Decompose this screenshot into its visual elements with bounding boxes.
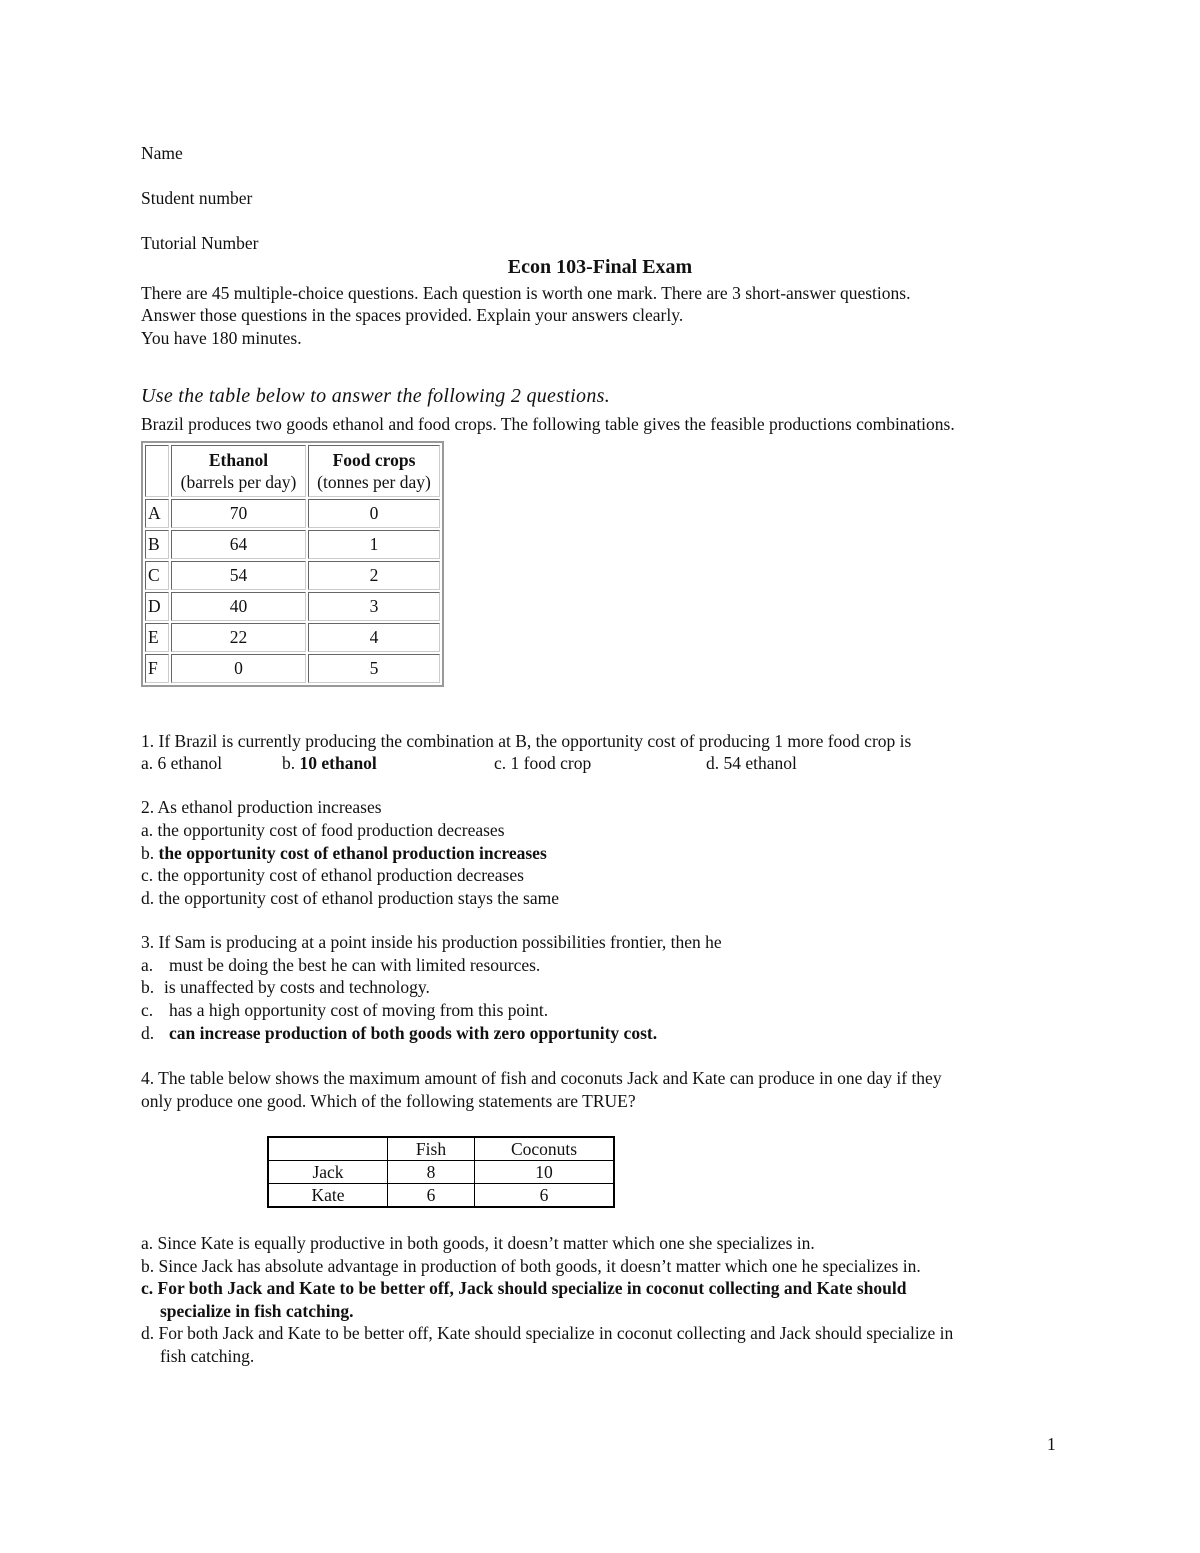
q2-option-c: c. the opportunity cost of ethanol production decreases <box>141 865 524 885</box>
coconuts-cell: 6 <box>475 1184 615 1208</box>
ethanol-cell: 64 <box>171 530 306 559</box>
section-heading: Use the table below to answer the following 2 questions. <box>141 385 610 407</box>
row-label: D <box>145 592 169 621</box>
instruction-line-1: There are 45 multiple-choice questions. Each question is worth one mark. There are 3 short-answer questions. <box>141 283 911 303</box>
q4-option-d-line-2: fish catching. <box>160 1346 255 1366</box>
q3-option-c-letter: c. <box>141 1000 154 1020</box>
fish-header: Fish <box>388 1137 475 1161</box>
table-row <box>145 654 440 683</box>
ethanol-cell: 40 <box>171 592 306 621</box>
food-cell: 0 <box>308 499 440 528</box>
food-header <box>308 445 440 497</box>
production-table <box>141 441 444 687</box>
tutorial-number-label: Tutorial Number <box>141 233 259 253</box>
ethanol-cell: 22 <box>171 623 306 652</box>
food-cell: 5 <box>308 654 440 683</box>
q2-stem: 2. As ethanol production increases <box>141 797 382 817</box>
table-row <box>145 499 440 528</box>
row-label: E <box>145 623 169 652</box>
ethanol-cell: 70 <box>171 499 306 528</box>
q1-option-b <box>282 752 377 775</box>
q4-option-b: b. Since Jack has absolute advantage in production of both goods, it doesn’t matter which one he specializes in. <box>141 1256 921 1276</box>
table-row <box>268 1184 614 1208</box>
table-row <box>145 592 440 621</box>
q3-stem: 3. If Sam is producing at a point inside his production possibilities frontier, then he <box>141 932 722 952</box>
q3-option-b: is unaffected by costs and technology. <box>164 977 430 997</box>
table-row <box>268 1161 614 1184</box>
section-intro: Brazil produces two goods ethanol and food crops. The following table gives the feasible productions combinations. <box>141 414 955 434</box>
food-cell: 2 <box>308 561 440 590</box>
q2-option-b <box>141 842 547 865</box>
row-label: F <box>145 654 169 683</box>
table-row <box>145 530 440 559</box>
table-header-row <box>145 445 440 497</box>
person-cell: Jack <box>268 1161 388 1184</box>
coconuts-header: Coconuts <box>475 1137 615 1161</box>
q4-stem-line-2: only produce one good. Which of the following statements are TRUE? <box>141 1091 636 1111</box>
table-row <box>145 561 440 590</box>
ethanol-cell: 0 <box>171 654 306 683</box>
q4-option-c-answer-line-2: specialize in fish catching. <box>160 1301 354 1321</box>
food-header-title: Food crops <box>332 450 416 470</box>
q4-stem-line-1: 4. The table below shows the maximum amount of fish and coconuts Jack and Kate can produce in one day if they <box>141 1068 942 1088</box>
instruction-line-3: You have 180 minutes. <box>141 328 302 348</box>
fish-cell: 6 <box>388 1184 475 1208</box>
ethanol-header-unit: (barrels per day) <box>180 472 297 492</box>
ethanol-header-title: Ethanol <box>208 450 269 470</box>
q4-option-a: a. Since Kate is equally productive in both goods, it doesn’t matter which one she specializes in. <box>141 1233 815 1253</box>
table-corner-cell <box>145 445 169 497</box>
q3-option-b-letter: b. <box>141 977 155 997</box>
fish-cell: 8 <box>388 1161 475 1184</box>
corner-cell <box>268 1137 388 1161</box>
q2-option-b-answer: the opportunity cost of ethanol production increases <box>158 843 547 863</box>
food-cell: 3 <box>308 592 440 621</box>
productivity-table <box>267 1136 615 1208</box>
page-number: 1 <box>1047 1434 1056 1454</box>
q1-option-a: a. 6 ethanol <box>141 753 223 773</box>
ethanol-cell: 54 <box>171 561 306 590</box>
q3-option-a: must be doing the best he can with limited resources. <box>169 955 541 975</box>
q2-option-d: d. the opportunity cost of ethanol production stays the same <box>141 888 559 908</box>
q1-option-d: d. 54 ethanol <box>706 753 797 773</box>
q1-stem: 1. If Brazil is currently producing the combination at B, the opportunity cost of producing 1 more food crop is <box>141 731 912 751</box>
ethanol-header <box>171 445 306 497</box>
q4-option-c-answer-line-1: c. For both Jack and Kate to be better off, Jack should specialize in coconut collecting and Kate should <box>141 1278 907 1298</box>
student-number-label: Student number <box>141 188 253 208</box>
instruction-line-2: Answer those questions in the spaces provided. Explain your answers clearly. <box>141 305 684 325</box>
row-label: B <box>145 530 169 559</box>
table-row <box>145 623 440 652</box>
row-label: A <box>145 499 169 528</box>
q1-option-b-letter: b. <box>282 753 300 773</box>
q3-option-d-letter: d. <box>141 1023 155 1043</box>
food-cell: 1 <box>308 530 440 559</box>
person-cell: Kate <box>268 1184 388 1208</box>
q3-option-d-answer: can increase production of both goods with zero opportunity cost. <box>169 1023 658 1043</box>
coconuts-cell: 10 <box>475 1161 615 1184</box>
exam-title: Econ 103-Final Exam <box>507 256 693 278</box>
food-header-unit: (tonnes per day) <box>317 472 431 492</box>
q1-option-c: c. 1 food crop <box>494 753 592 773</box>
q2-option-b-letter: b. <box>141 843 159 863</box>
q2-option-a: a. the opportunity cost of food production decreases <box>141 820 505 840</box>
food-cell: 4 <box>308 623 440 652</box>
row-label: C <box>145 561 169 590</box>
table-header-row <box>268 1137 614 1161</box>
q1-option-b-answer: 10 ethanol <box>299 753 377 773</box>
q3-option-c: has a high opportunity cost of moving from this point. <box>169 1000 549 1020</box>
q3-option-a-letter: a. <box>141 955 154 975</box>
name-label: Name <box>141 143 183 163</box>
q4-option-d-line-1: d. For both Jack and Kate to be better off, Kate should specialize in coconut collecting and Jack should specialize in <box>141 1323 954 1343</box>
